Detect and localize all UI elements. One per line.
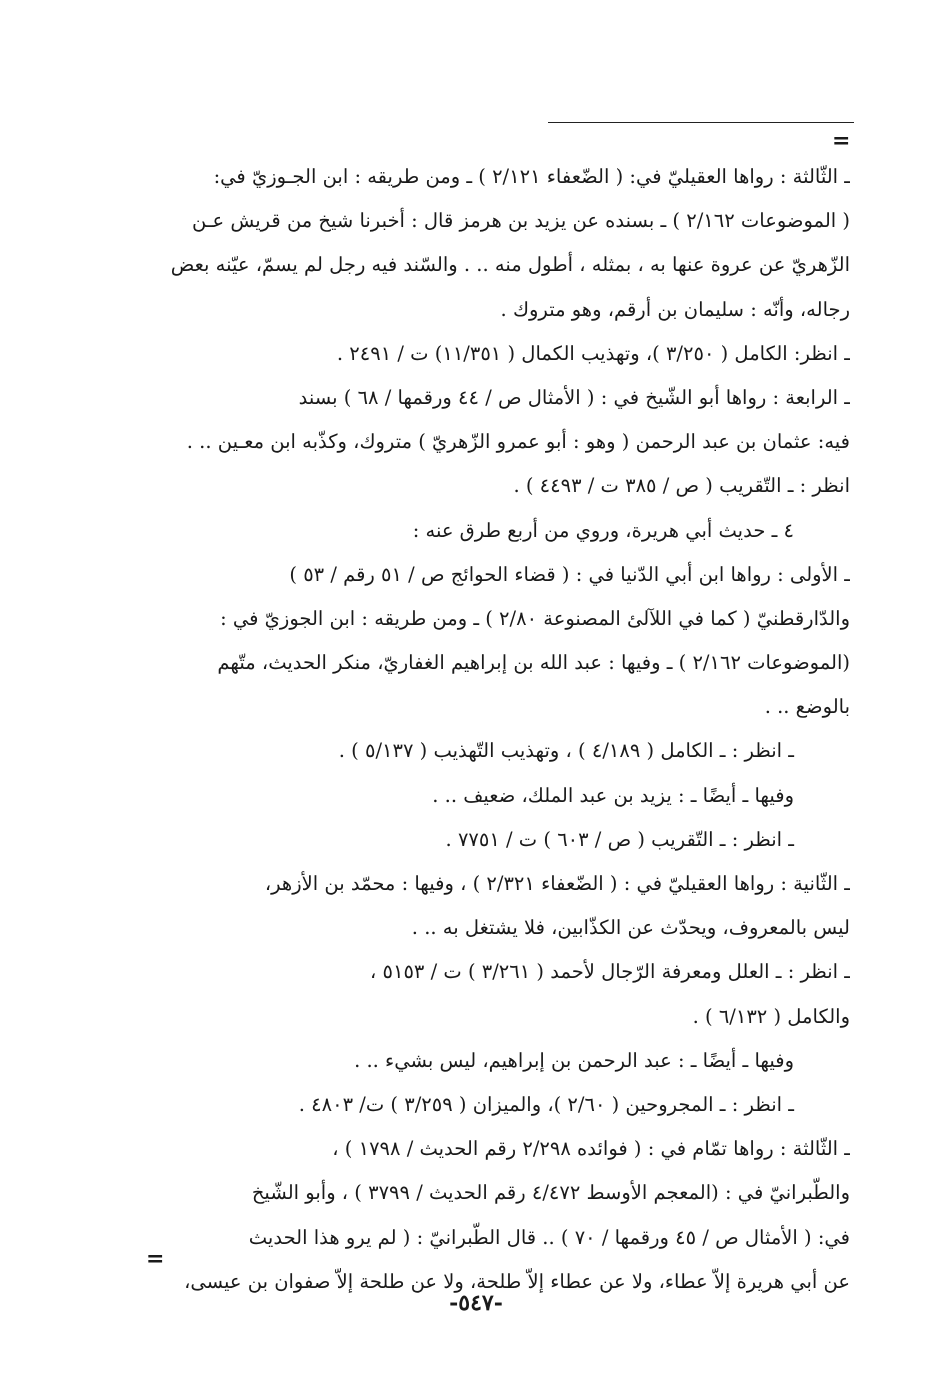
text-line: رجاله، وأنّه : سليمان بن أرقم، وهو متروك .	[500, 297, 850, 321]
text-line: عن أبي هريرة إلاّ عطاء، ولا عن عطاء إلاّ طلحة، ولا عن طلحة إلاّ صفوان بن عيسى،	[184, 1269, 850, 1293]
text-line: بالوضع .. .	[764, 695, 850, 719]
text-line: ـ انظر : ـ الكامل ( ٤/١٨٩ ) ، وتهذيب التّهذيب ( ٥/١٣٧ ) .	[338, 739, 794, 763]
text-line: ـ انظر : ـ المجروحين ( ٢/٦٠ )، والميزان ( ٣/٢٥٩ ) ت/ ٤٨٠٣ .	[298, 1092, 794, 1116]
text-line: ـ الأولى : رواها ابن أبي الدّنيا في : ( قضاء الحوائج ص / ٥١ رقم / ٥٣ )	[289, 562, 850, 586]
text-line: ليس بالمعروف، ويحدّث عن الكذّابين، فلا يشتغل به .. .	[411, 916, 850, 940]
text-line: ـ الثّانية : رواها العقيليّ في : ( الضّعفاء ٢/٣٢١ ) ، وفيها : محمّد بن الأزهر،	[264, 872, 850, 895]
text-line: ـ انظر : ـ العلل ومعرفة الرّجال لأحمد ( ٣/٢٦١ ) ت / ٥١٥٣ ،	[370, 960, 850, 984]
text-line: ـ انظر: الكامل ( ٣/٢٥٠ )، وتهذيب الكمال ( ١١/٣٥١) ت / ٢٤٩١ .	[336, 341, 850, 365]
text-line: ـ الثّالثة : رواها تمّام في : ( فوائده ٢/٢٩٨ رقم الحديث / ١٧٩٨ ) ،	[332, 1137, 850, 1161]
text-line: والدّارقطنيّ ( كما في اللآلئ المصنوعة ٢/٨٠ ) ـ ومن طريقه : ابن الجوزيّ في :	[220, 606, 850, 630]
text-line: ٤ ـ حديث أبي هريرة، وروي من أربع طرق عنه :	[412, 518, 794, 542]
continuation-mark-bottom: =	[146, 1246, 165, 1272]
text-line: والطّبرانيّ في : (المعجم الأوسط ٤/٤٧٢ رقم الحديث / ٣٧٩٩ ) ، وأبو الشّيخ	[251, 1181, 850, 1205]
text-line: ـ الثّالثة : رواها العقيليّ في: ( الضّعفاء ٢/١٢١ ) ـ ومن طريقه : ابن الجـوزيّ في:	[213, 165, 850, 188]
continuation-mark-top: =	[832, 128, 851, 154]
text-line: الزّهريّ عن عروة عنها به ، بمثله ، أطول منه .. . والسّند فيه رجل لم يسمّ، عيّنه بعض	[170, 253, 850, 277]
text-line: (الموضوعات ٢/١٦٢ ) ـ وفيها : عبد الله بن إبراهيم الغفاريّ، منكر الحديث، متّهم	[217, 651, 850, 675]
text-line: والكامل ( ٦/١٣٢ ) .	[692, 1004, 850, 1028]
text-line: ـ الرابعة : رواها أبو الشّيخ في : ( الأمثال ص / ٤٤ ورقمها / ٦٨ ) بسند	[298, 385, 850, 409]
text-line: ( الموضوعات ٢/١٦٢ ) ـ بسنده عن يزيد بن هرمز قال : أخبرنا شيخ من قريش عـن	[191, 209, 850, 233]
page-number: -٥٤٧-	[449, 1290, 503, 1316]
text-line: انظر : ـ التّقريب ( ص / ٣٨٥ ت / ٤٤٩٣ ) .	[513, 474, 850, 498]
footnote-separator-rule	[548, 122, 854, 123]
text-line: ـ انظر : ـ التّقريب ( ص / ٦٠٣ ) ت / ٧٧٥١ .	[445, 827, 794, 851]
text-line: وفيها ـ أيضًا ـ : عبد الرحمن بن إبراهيم، ليس بشيء .. .	[354, 1048, 794, 1072]
text-line: فيه: عثمان بن عبد الرحمن ( وهو : أبو عمرو الزّهريّ ) متروك، وكذّبه ابن معـين .. .	[186, 430, 850, 454]
footnote-text	[140, 155, 850, 1304]
text-line: في: ( الأمثال ص / ٤٥ ورقمها / ٧٠ ) .. قال الطّبرانيّ : ( لم يرو هذا الحديث	[248, 1225, 850, 1249]
text-line: وفيها ـ أيضًا ـ : يزيد بن عبد الملك، ضعيف .. .	[432, 783, 794, 807]
